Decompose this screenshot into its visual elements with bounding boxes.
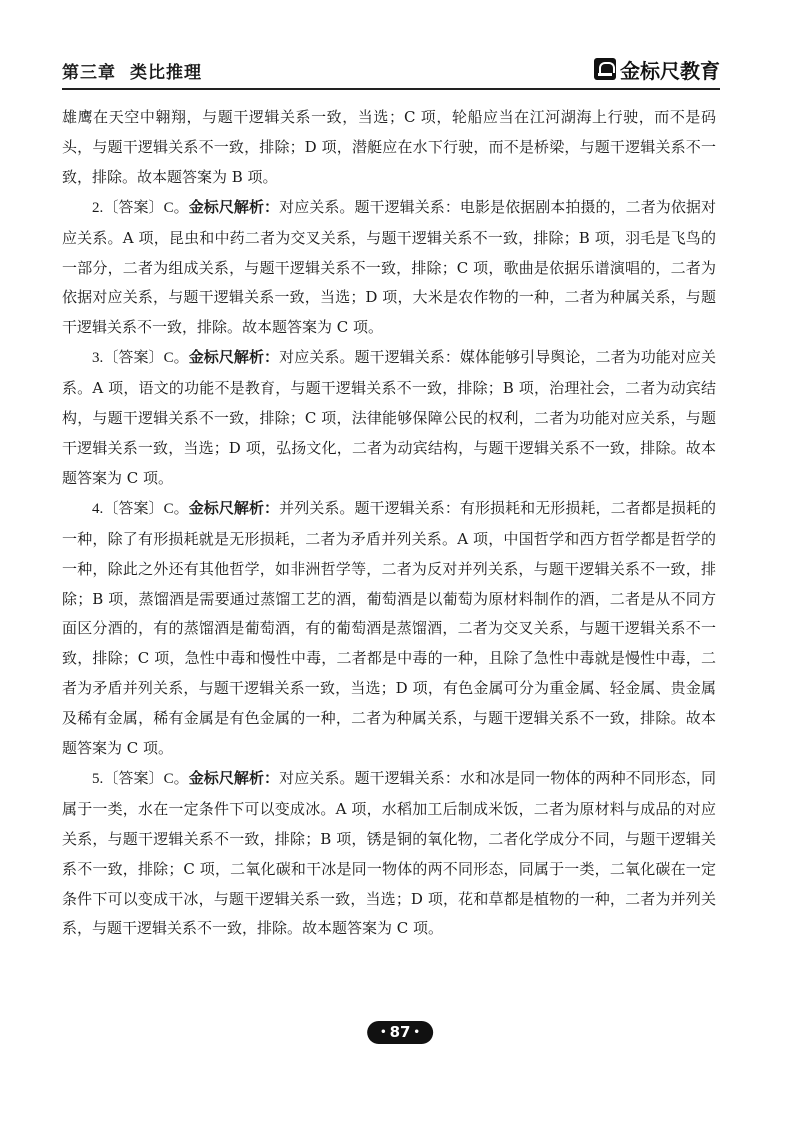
paragraph-5 [62,764,716,944]
paragraph-4 [62,494,716,764]
paragraph-text: 对应关系。题干逻辑关系：水和冰是同一物体的两种不同形态，同属于一类，水在一定条件下可以变成冰。A 项，水稻加工后制成米饭，二者为原材料与成品的对应关系，与题干逻辑关系不一致，排除；B 项，锈是铜的氧化物，二者化学成分不同，与题干逻辑关系不一致，排除；C 项，二氧化碳和干冰是同一物体的两不同形态，同属于一类，二氧化碳在一定条件下可以变成干冰，与题干逻辑关系一致，当选；D 项，花和草都是植物的一种，二者为并列关系，与题干逻辑关系不一致，排除。故本题答案为 C 项。 [62,768,716,938]
logo-icon [594,58,616,80]
analysis-label: 金标尺解析： [188,768,280,787]
header-rule [62,88,720,90]
publisher-logo [594,56,720,82]
question-number: 3. [92,350,104,367]
paragraph-1 [62,103,716,193]
answer-tag: 〔答案〕 [103,197,164,216]
running-head [62,58,202,83]
section-title: 类比推理 [130,63,202,83]
question-number: 5. [92,770,104,787]
answer-value: C。 [163,199,189,216]
analysis-label: 金标尺解析： [188,348,280,367]
analysis-label: 金标尺解析： [188,498,280,517]
page-number: 87 [389,1023,411,1041]
paragraph-text: 对应关系。题干逻辑关系：媒体能够引导舆论，二者为功能对应关系。A 项，语文的功能不是教育，与题干逻辑关系不一致，排除；B 项，治理社会，二者为动宾结构，与题干逻辑关系不一致，排除；C 项，法律能够保障公民的权利，二者为功能对应关系，与题干逻辑关系一致，当选；D 项，弘扬文化，二者为动宾结构，与题干逻辑关系不一致，排除。故本题答案为 C 项。 [62,348,716,487]
logo-text: 金标尺教育 [620,58,720,83]
page-header [62,56,720,86]
answer-value: C。 [163,770,189,787]
answer-value: C。 [163,500,189,517]
paragraph-text: 对应关系。题干逻辑关系：电影是依据剧本拍摄的，二者为依据对应关系。A 项，昆虫和中药二者为交叉关系，与题干逻辑关系不一致，排除；B 项，羽毛是飞鸟的一部分，二者为组成关系，与题干逻辑关系不一致，排除；C 项，歌曲是依据乐谱演唱的，二者为依据对应关系，与题干逻辑关系一致，当选；D 项，大米是农作物的一种，二者为种属关系，与题干逻辑关系不一致，排除。故本题答案为 C 项。 [62,197,716,337]
question-number: 4. [92,500,104,517]
chapter-label: 第三章 [62,63,116,83]
paragraph-2 [62,193,716,344]
analysis-label: 金标尺解析： [188,197,280,216]
answer-tag: 〔答案〕 [103,498,164,517]
page-content [62,103,716,944]
paragraph-text: 雄鹰在天空中翱翔，与题干逻辑关系一致，当选；C 项，轮船应当在江河湖海上行驶，而不是码头，与题干逻辑关系不一致，排除；D 项，潜艇应在水下行驶，而不是桥梁，与题干逻辑关系不一致，排除。故本题答案为 B 项。 [62,108,716,186]
answer-tag: 〔答案〕 [103,348,164,367]
question-number: 2. [92,199,104,216]
page-number-badge: • 87 • [367,1021,433,1044]
answer-tag: 〔答案〕 [103,768,164,787]
answer-value: C。 [163,350,189,367]
paragraph-text: 并列关系。题干逻辑关系：有形损耗和无形损耗，二者都是损耗的一种，除了有形损耗就是无形损耗，二者为矛盾并列关系。A 项，中国哲学和西方哲学都是哲学的一种，除此之外还有其他哲学，如非洲哲学等，二者为反对并列关系，与题干逻辑关系不一致，排除；B 项，蒸馏酒是需要通过蒸馏工艺的酒，葡萄酒是以葡萄为原材料制作的酒，二者是从不同方面区分酒的，有的蒸馏酒是葡萄酒，有的葡萄酒是蒸馏酒，二者为交叉关系，与题干逻辑关系不一致，排除；C 项，急性中毒和慢性中毒，二者都是中毒的一种，且除了急性中毒就是慢性中毒，二者为矛盾并列关系，与题干逻辑关系一致，当选；D 项，有色金属可分为重金属、轻金属、贵金属及稀有金属，稀有金属是有色金属的一种，二者为种属关系，与题干逻辑关系不一致，排除。故本题答案为 C 项。 [62,498,716,758]
paragraph-3 [62,343,716,494]
